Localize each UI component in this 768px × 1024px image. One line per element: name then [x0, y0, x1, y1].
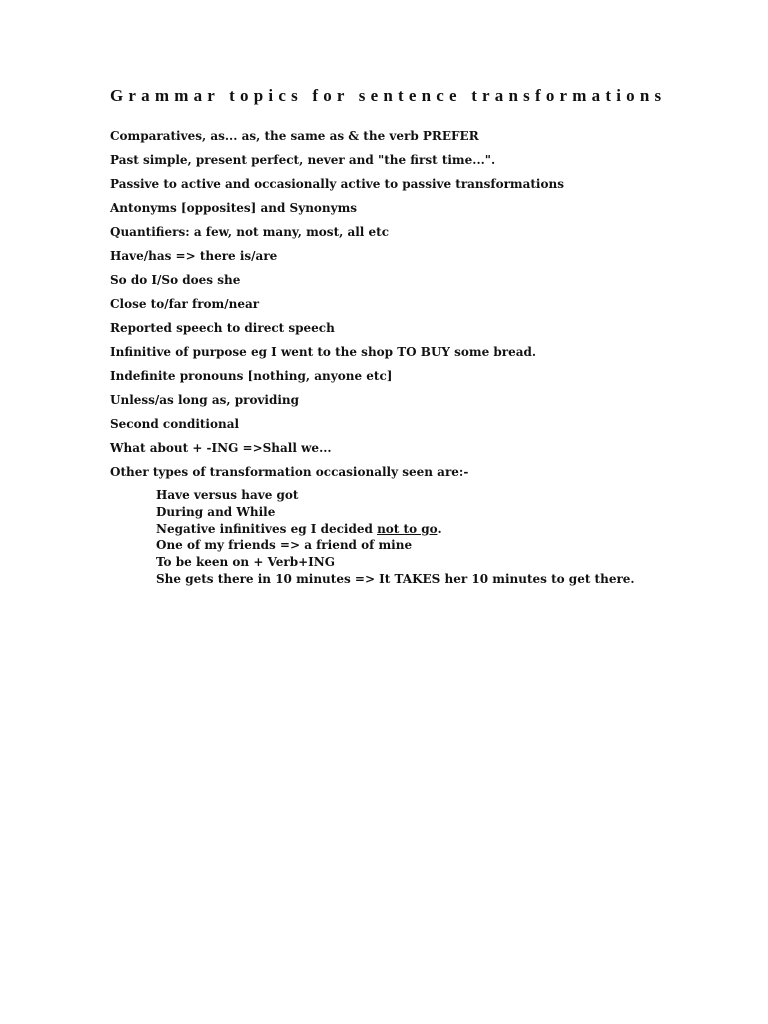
topic-item: Unless/as long as, providing — [110, 393, 300, 407]
topic-item: Reported speech to direct speech — [110, 321, 335, 335]
underlined-phrase: not to go — [377, 521, 438, 536]
other-item — [156, 521, 635, 538]
other-item: During and While — [156, 504, 276, 519]
other-item: To be keen on + Verb+ING — [156, 555, 336, 570]
other-item: She gets there in 10 minutes => It TAKES her 10 minutes to get there. — [156, 571, 635, 586]
topic-item: Second conditional — [110, 417, 240, 431]
topic-item: Quantifiers: a few, not many, most, all etc — [110, 225, 390, 239]
page-title: Grammar topics for sentence transformations — [110, 86, 667, 105]
topic-item: So do I/So does she — [110, 273, 241, 287]
topic-item: Have/has => there is/are — [110, 249, 278, 263]
topic-item: Indefinite pronouns [nothing, anyone etc] — [110, 369, 393, 383]
other-item: One of my friends => a friend of mine — [156, 538, 413, 553]
other-item-punctuation: . — [437, 521, 442, 536]
topic-item: Close to/far from/near — [110, 297, 260, 311]
topic-list — [110, 127, 564, 487]
topic-item: Passive to active and occasionally active to passive transformations — [110, 177, 564, 191]
other-item: Have versus have got — [156, 488, 299, 502]
topic-item: Other types of transformation occasionally seen are:- — [110, 465, 469, 479]
other-transformations-list — [156, 487, 635, 588]
topic-item: What about + -ING =>Shall we... — [110, 441, 332, 455]
topic-item: Infinitive of purpose eg I went to the shop TO BUY some bread. — [110, 345, 537, 359]
topic-item: Comparatives, as... as, the same as & the verb PREFER — [110, 129, 479, 143]
topic-item: Antonyms [opposites] and Synonyms — [110, 201, 358, 215]
other-item-text: Negative infinitives eg I decided — [156, 521, 378, 536]
topic-item: Past simple, present perfect, never and "the first time...". — [110, 153, 496, 167]
